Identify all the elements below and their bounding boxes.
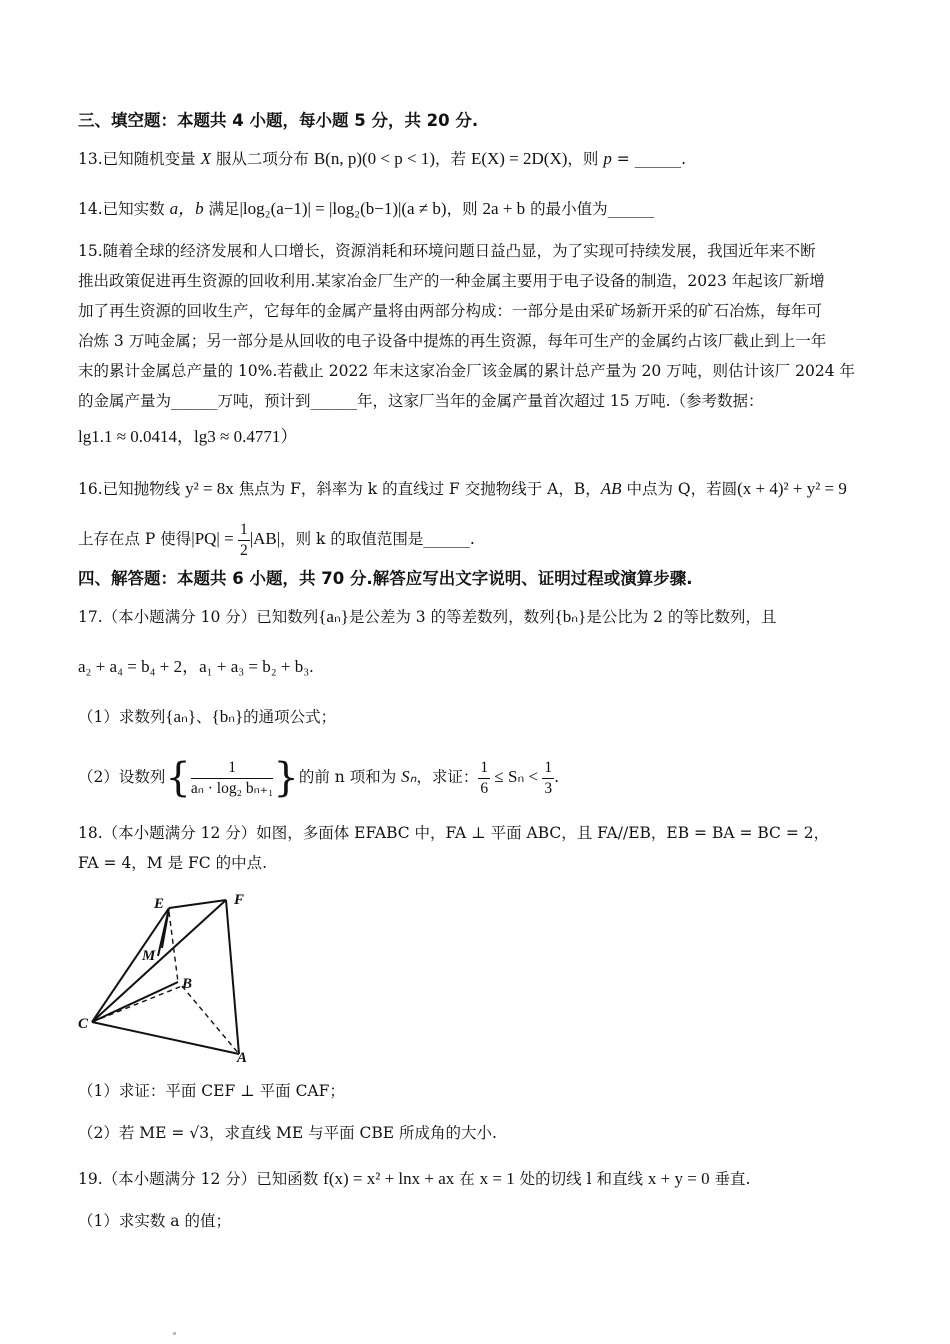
q17-ineq-left-num: 1 <box>478 758 490 779</box>
q17-ineq-left <box>478 758 490 799</box>
q15-line-5: 末的累计金属总产量的 10%.若截止 2022 年末这家冶金厂该金属的累计总产量为 20 万吨，则估计该厂 2024 年 <box>78 362 855 380</box>
section-3-heading: 三、填空题：本题共 4 小题，每小题 5 分，共 20 分. <box>78 111 479 130</box>
q13-text-3: ，若 <box>435 150 471 168</box>
q17-text-1: 是公差为 3 的等差数列，数列 <box>348 608 555 626</box>
q17-p1-sep: 、 <box>196 708 212 726</box>
q16-circle: (x + 4)² + y² = 9 <box>737 479 847 498</box>
q17-p2-text-2: 的前 n 项和为 <box>298 768 402 786</box>
polyhedron-svg <box>74 888 274 1068</box>
q16-half-fraction <box>238 520 250 561</box>
q15-reference-data: lg1.1 ≈ 0.0414，lg3 ≈ 0.4771） <box>78 427 298 446</box>
q17-equation-2: a₁ + a₃ = b₂ + b₃. <box>199 657 314 676</box>
q19-point: x = 1 <box>479 1169 515 1188</box>
q17-ineq-right-den: 3 <box>544 779 553 797</box>
q16-text-3: 中点为 Q，若圆 <box>621 480 738 498</box>
q15-line-6: 的金属产量为______万吨，预计到______年，这家厂当年的金属产量首次超过 15 万吨.（参考数据： <box>78 392 764 410</box>
q16-blank: ，则 k 的取值范围是______. <box>280 530 475 548</box>
q17-head: 17.（本小题满分 10 分）已知数列 <box>78 608 319 626</box>
q18-line-2: FA = 4，M 是 FC 的中点. <box>78 854 267 872</box>
question-19 <box>78 1168 750 1190</box>
q13-blank: = ______. <box>611 150 687 168</box>
q13-distribution: B(n, p)(0 < p < 1) <box>313 149 435 168</box>
q14-text-3: ，则 <box>446 200 483 218</box>
question-16-line-2: 上存在点 P 使得|PQ| = $\frac{1}{2}$ |AB|，则 k 的取值范围是______. <box>78 520 475 559</box>
q15-line-3: 加了再生资源的回收生产，它每年的金属产量将由两部分构成：一部分是由采矿场新开采的矿石冶炼，每年可 <box>78 302 823 320</box>
q17-ineq-right-num: 1 <box>542 758 554 779</box>
q19-function: f(x) = x² + lnx + ax <box>323 1169 455 1188</box>
q16-parabola: y² = 8x <box>185 479 234 498</box>
q17-ineq-left-den: 6 <box>480 779 489 797</box>
q17-p2-end: . <box>554 768 560 786</box>
q14-condition: |log₂(a−1)| = |log₂(b−1)|(a ≠ b) <box>239 199 447 218</box>
edge-ca <box>92 1022 239 1054</box>
question-16-line-1 <box>78 478 847 500</box>
q17-seq-a: {aₙ} <box>318 607 349 626</box>
label-m: M <box>142 948 156 964</box>
q17-ineq-mid: ≤ Sₙ < <box>490 767 543 786</box>
q17-p1-seq-a: {aₙ} <box>165 707 197 726</box>
edge-fa <box>226 900 239 1054</box>
q18-line-1: 18.（本小题满分 12 分）如图，多面体 EFABC 中，FA ⊥ 平面 ABC，且 FA//EB，EB = BA = BC = 2， <box>78 824 830 842</box>
q13-text-2: 服从二项分布 <box>210 150 314 168</box>
q13-var-p: p <box>603 149 612 168</box>
q17-seq-b: {bₙ} <box>554 607 587 626</box>
q15-line-2: 推出政策促进再生资源的回收利用.某家冶金厂生产的一种金属主要用于电子设备的制造，2023 年起该厂新增 <box>78 272 825 290</box>
q13-text-4: ，则 <box>567 150 604 168</box>
question-14 <box>78 198 654 220</box>
page-speck <box>173 1332 176 1335</box>
q13-text-1: 13.已知随机变量 <box>78 150 201 168</box>
polyhedron-figure <box>74 888 274 1072</box>
label-a: A <box>237 1050 248 1066</box>
q17-p1-seq-b: {bₙ} <box>211 707 244 726</box>
q17-ineq-right <box>542 758 554 799</box>
q19-line: x + y = 0 <box>647 1169 710 1188</box>
q16-half-den: 2 <box>239 541 248 559</box>
q17-p1-text-2: 的通项公式； <box>243 708 337 726</box>
q18-part-1: （1）求证：平面 CEF ⊥ 平面 CAF； <box>78 1082 345 1100</box>
q14-expression: 2a + b <box>482 199 526 218</box>
question-17-line-1 <box>78 606 776 628</box>
q18-part-2: （2）若 ME = √3，求直线 ME 与平面 CBE 所成角的大小. <box>78 1124 497 1142</box>
q19-text-4: 垂直. <box>709 1170 751 1188</box>
question-17-conditions <box>78 656 313 678</box>
q16-ab-length: |AB| <box>249 529 281 548</box>
q17-seq-den: aₙ · log₂ bₙ₊₁ <box>190 779 274 797</box>
q13-condition: E(X) = 2D(X) <box>470 149 568 168</box>
q17-sep: ， <box>182 657 200 676</box>
q17-text-2: 是公比为 2 的等比数列，且 <box>586 608 777 626</box>
q14-vars: a，b <box>169 199 204 218</box>
label-f: F <box>234 892 245 908</box>
q19-text-3: 处的切线 l 和直线 <box>514 1170 648 1188</box>
q17-seq-fraction <box>191 758 274 799</box>
q19-part-1: （1）求实数 a 的值； <box>78 1212 231 1230</box>
q17-sn: Sₙ <box>401 767 417 786</box>
question-13 <box>78 148 686 170</box>
q16-text-2: 焦点为 F，斜率为 k 的直线过 F 交抛物线于 A，B， <box>233 480 601 498</box>
q17-part-2: （2）设数列{ $\frac{1}{\text{aₙ · log₂ bₙ₊₁}}$ }的前 n 项和为 Sₙ，求证： $\frac{1}{6}$ ≤ Sₙ < $\frac{1}{3}$ . <box>78 755 560 801</box>
q15-line-1: 15.随着全球的经济发展和人口增长，资源消耗和环境问题日益凸显，为了实现可持续发展，我国近年来不断 <box>78 242 816 260</box>
section-4-heading: 四、解答题：本题共 6 小题，共 70 分.解答应写出文字说明、证明过程或演算步骤. <box>78 569 693 588</box>
q13-var-x: X <box>200 149 211 168</box>
q17-p1-text-1: （1）求数列 <box>78 708 166 726</box>
label-c: C <box>78 1016 89 1032</box>
q14-text-2: 满足 <box>203 200 240 218</box>
label-e: E <box>154 896 165 912</box>
q16-half-num: 1 <box>238 520 250 541</box>
q17-part-1 <box>78 706 336 728</box>
edge-fc <box>92 900 226 1022</box>
q16-text-4: 上存在点 P 使得 <box>78 530 192 548</box>
q19-text-1: 19.（本小题满分 12 分）已知函数 <box>78 1170 324 1188</box>
q16-text-1: 16.已知抛物线 <box>78 480 186 498</box>
q16-segment-ab: AB <box>600 479 622 498</box>
q14-text-1: 14.已知实数 <box>78 200 170 218</box>
label-b: B <box>182 976 193 992</box>
q17-p2-text-1: （2）设数列 <box>78 768 166 786</box>
q17-equation-1: a₂ + a₄ = b₄ + 2 <box>78 657 183 676</box>
q17-p2-text-3: ，求证： <box>416 768 479 786</box>
q19-text-2: 在 <box>454 1170 480 1188</box>
q15-line-4: 冶炼 3 万吨金属；另一部分是从回收的电子设备中提炼的再生资源，每年可生产的金属约占该厂截止到上一年 <box>78 332 827 350</box>
q17-seq-num: 1 <box>191 758 274 779</box>
q16-pq: |PQ| <box>191 529 220 548</box>
q14-blank: 的最小值为______ <box>525 200 655 218</box>
